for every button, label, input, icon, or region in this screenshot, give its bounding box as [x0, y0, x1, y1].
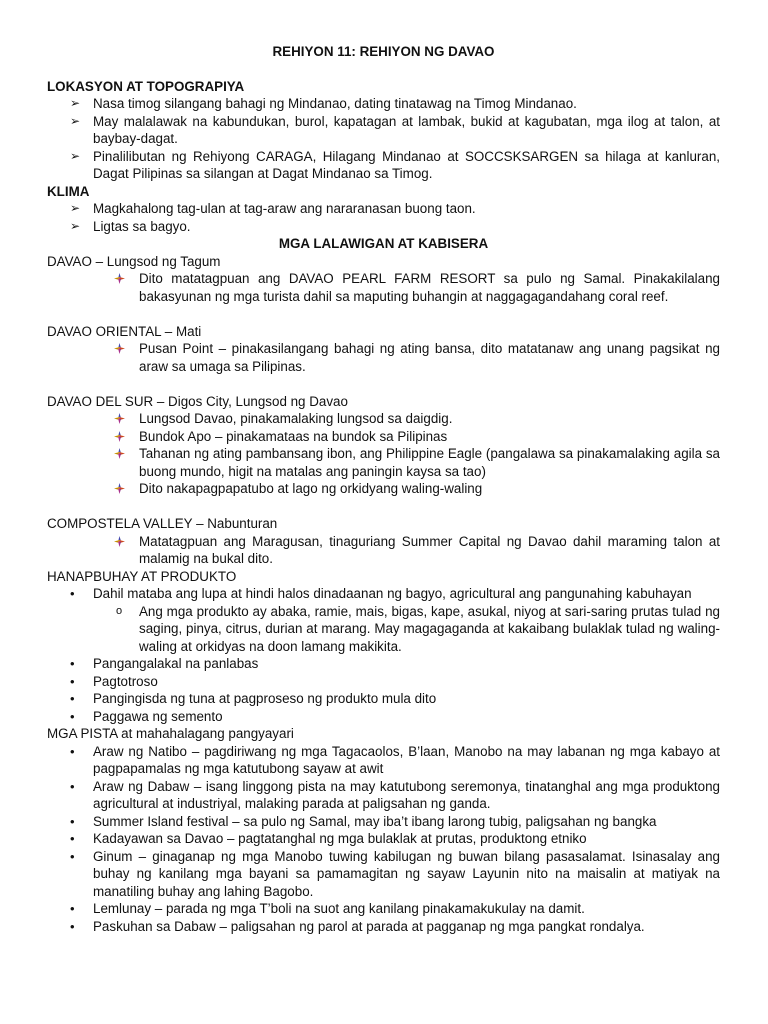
- list-item-text: Lemlunay – parada ng mga T’boli na suot ang kanilang pinakamakukulay na damit.: [93, 901, 585, 916]
- list-item: [47, 830, 720, 848]
- list-item-text: Ligtas sa bagyo.: [93, 218, 191, 234]
- list-item-text: Dahil mataba ang lupa at hindi halos dinadaanan ng bagyo, agricultural ang pangunahing kabuhayan: [93, 586, 692, 601]
- province-davao-oriental: DAVAO ORIENTAL – Mati: [47, 323, 202, 339]
- list-item: [47, 95, 720, 113]
- arrow-bullet-icon: ➢: [70, 96, 81, 110]
- bullet-dot-icon: •: [70, 743, 75, 759]
- list-item: [47, 200, 720, 218]
- arrow-bullet-icon: ➢: [70, 218, 81, 233]
- list-item: [47, 673, 720, 691]
- bullet-dot-icon: •: [70, 813, 75, 829]
- section-heading-pista: MGA PISTA at mahahalagang pangyayari: [47, 726, 294, 741]
- davao-list: [47, 270, 720, 305]
- klima-list: [47, 200, 720, 235]
- list-item: [47, 813, 720, 831]
- list-item: [47, 900, 720, 918]
- list-item: [47, 340, 720, 375]
- list-item-text: Dito nakapagpapatubo at lago ng orkidyang waling-waling: [139, 481, 483, 496]
- list-item-text: Pinalilibutan ng Rehiyong CARAGA, Hilagang Mindanao at SOCCSKSARGEN sa hilaga at kanluran, Dagat Pilipinas sa silangan at Dagat Mindanao sa Timog.: [93, 148, 720, 181]
- section-heading-klima: KLIMA: [47, 183, 90, 199]
- delsur-list: [47, 410, 720, 498]
- list-item: [47, 113, 720, 148]
- province-davao-del-sur: DAVAO DEL SUR – Digos City, Lungsod ng Davao: [47, 393, 348, 409]
- diamond-bullet-icon: [114, 431, 125, 442]
- bullet-dot-icon: •: [70, 586, 75, 601]
- diamond-bullet-icon: [114, 536, 125, 547]
- arrow-bullet-icon: ➢: [70, 201, 81, 215]
- bullet-dot-icon: •: [70, 656, 75, 671]
- list-item-text: Pagtotroso: [93, 673, 158, 689]
- sub-list-item: [47, 603, 720, 656]
- province-davao: DAVAO – Lungsod ng Tagum: [47, 253, 221, 269]
- list-item-text: Nasa timog silangang bahagi ng Mindanao, dating tinatawag na Timog Mindanao.: [93, 96, 577, 111]
- list-item-text: Araw ng Natibo – pagdiriwang ng mga Tagacaolos, B’laan, Manobo na may labanan ng mga kabayo at pagpapamalas ng mga katutubong sayaw at awit: [93, 743, 720, 776]
- list-item: [47, 148, 720, 183]
- diamond-bullet-icon: [114, 448, 125, 459]
- list-item-text: Ang mga produkto ay abaka, ramie, mais, bigas, kape, asukal, niyog at sari-saring prutas tulad ng saging, pinya, citrus, durian at marang. May magagaganda at kakaibang bulaklak tulad ng waling-waling at orkidyas na doon lamang makikita.: [139, 603, 720, 654]
- document-title: REHIYON 11: REHIYON NG DAVAO: [272, 44, 495, 59]
- diamond-bullet-icon: [114, 273, 125, 284]
- compostela-list: [47, 533, 720, 568]
- province-compostela-valley: COMPOSTELA VALLEY – Nabunturan: [47, 516, 278, 531]
- list-item: [47, 445, 720, 480]
- oriental-list: [47, 340, 720, 375]
- list-item: [47, 918, 720, 936]
- section-heading-hanapbuhay: HANAPBUHAY AT PRODUKTO: [47, 568, 237, 584]
- diamond-bullet-icon: [114, 413, 125, 424]
- list-item-text: Lungsod Davao, pinakamalaking lungsod sa daigdig.: [139, 411, 453, 426]
- list-item: [47, 270, 720, 305]
- list-item: [47, 428, 720, 446]
- bullet-dot-icon: •: [70, 778, 75, 794]
- bullet-dot-icon: •: [70, 673, 75, 689]
- list-item-text: Pusan Point – pinakasilangang bahagi ng ating bansa, dito matatanaw ang unang pagsikat ng araw sa umaga sa Pilipinas.: [139, 341, 720, 374]
- list-item-text: Matatagpuan ang Maragusan, tinaguriang Summer Capital ng Davao dahil maraming talon at malamig na bukal dito.: [139, 533, 720, 566]
- list-item: [47, 708, 720, 726]
- list-item: [47, 218, 720, 236]
- list-item-text: Dito matatagpuan ang DAVAO PEARL FARM RESORT sa pulo ng Samal. Pinakakilalang bakasyunan ng mga turista dahil sa maputing buhangin at naggagagandahang coral reef.: [139, 271, 720, 304]
- list-item-text: Araw ng Dabaw – isang linggong pista na may katutubong seremonya, tinatanghal ang mga produktong agricultural at industriyal, malaking parada at paligsahan ng ganda.: [93, 778, 720, 811]
- section-heading-lalawigan: MGA LALAWIGAN AT KABISERA: [278, 236, 489, 251]
- arrow-bullet-icon: ➢: [70, 113, 81, 128]
- diamond-bullet-icon: [114, 483, 125, 494]
- bullet-dot-icon: •: [70, 918, 75, 934]
- list-item-text: Summer Island festival – sa pulo ng Samal, may iba’t ibang larong tubig, paligsahan ng bangka: [93, 813, 657, 829]
- list-item-text: Tahanan ng ating pambansang ibon, ang Philippine Eagle (pangalawa sa pinakamalaking agila sa buong mundo, higit na matalas ang paningin kaysa sa tao): [139, 446, 720, 479]
- list-item: [47, 585, 720, 603]
- list-item: [47, 778, 720, 813]
- list-item-text: Ginum – ginaganap ng mga Manobo tuwing kabilugan ng buwan bilang pasasalamat. Isinasalay ang buhay ng kanilang mga bayani sa pamamagitan ng sayaw Layunin nito na maisalin at matiyak na manatiling buhay ang lahing Bagobo.: [93, 848, 720, 899]
- bullet-dot-icon: •: [70, 901, 75, 916]
- list-item: [47, 848, 720, 901]
- section-heading-lokasyon: LOKASYON AT TOPOGRAPIYA: [47, 78, 245, 94]
- hanapbuhay-list: [47, 585, 720, 725]
- bullet-dot-icon: •: [70, 848, 75, 864]
- bullet-dot-icon: •: [70, 831, 75, 846]
- diamond-bullet-icon: [114, 343, 125, 354]
- list-item-text: Bundok Apo – pinakamataas na bundok sa Pilipinas: [139, 428, 448, 444]
- list-item-text: Pangangalakal na panlabas: [93, 656, 259, 671]
- list-item-text: Kadayawan sa Davao – pagtatanghal ng mga bulaklak at prutas, produktong etniko: [93, 831, 587, 846]
- circle-bullet-icon: o: [116, 604, 123, 617]
- pista-list: [47, 743, 720, 936]
- list-item: [47, 690, 720, 708]
- list-item: [47, 410, 720, 428]
- list-item-text: Magkahalong tag-ulan at tag-araw ang nararanasan buong taon.: [93, 201, 476, 216]
- list-item-text: Paggawa ng semento: [93, 708, 223, 724]
- list-item: [47, 480, 720, 498]
- list-item: [47, 655, 720, 673]
- arrow-bullet-icon: ➢: [70, 148, 81, 163]
- bullet-dot-icon: •: [70, 708, 75, 724]
- list-item-text: Pangingisda ng tuna at pagproseso ng produkto mula dito: [93, 691, 437, 706]
- lokasyon-list: [47, 95, 720, 183]
- list-item: [47, 743, 720, 778]
- list-item-text: Paskuhan sa Dabaw – paligsahan ng parol at parada at pagganap ng mga pangkat rondalya.: [93, 918, 645, 934]
- list-item: [47, 533, 720, 568]
- list-item-text: May malalawak na kabundukan, burol, kapatagan at lambak, bukid at kagubatan, mga ilog at talon, at baybay-dagat.: [93, 113, 720, 146]
- bullet-dot-icon: •: [70, 691, 75, 706]
